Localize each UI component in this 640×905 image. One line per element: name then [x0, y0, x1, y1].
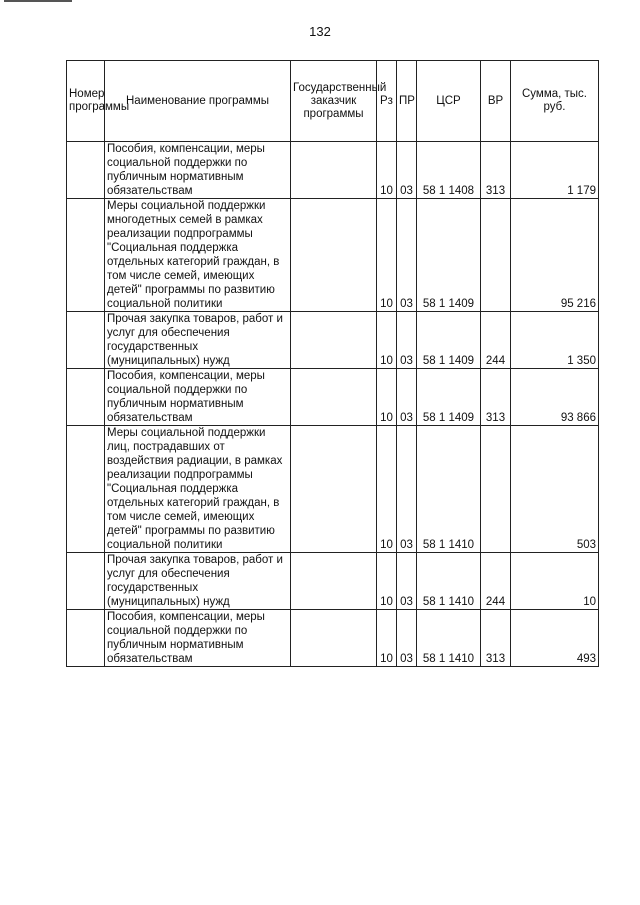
row-number-cell — [67, 369, 105, 426]
program-name-cell: Пособия, компенсации, меры социальной поддержки по публичным нормативным обязательствам — [105, 369, 291, 426]
header-sum: Сумма, тыс. руб. — [511, 61, 599, 142]
rz-cell: 10 — [377, 369, 397, 426]
sum-cell: 493 — [511, 610, 599, 667]
table-row — [67, 142, 599, 199]
row-number-cell — [67, 553, 105, 610]
header-csr: ЦСР — [417, 61, 481, 142]
customer-cell — [291, 312, 377, 369]
row-number-cell — [67, 142, 105, 199]
vr-cell: 313 — [481, 369, 511, 426]
pr-cell: 03 — [397, 142, 417, 199]
table-row — [67, 553, 599, 610]
csr-cell: 58 1 1409 — [417, 199, 481, 312]
table-body — [67, 142, 599, 667]
table-row — [67, 312, 599, 369]
vr-cell — [481, 199, 511, 312]
customer-cell — [291, 199, 377, 312]
customer-cell — [291, 553, 377, 610]
table-row — [67, 369, 599, 426]
customer-cell — [291, 369, 377, 426]
header-rz: Рз — [377, 61, 397, 142]
vr-cell: 244 — [481, 553, 511, 610]
page-number: 132 — [309, 24, 331, 39]
program-name-cell: Прочая закупка товаров, работ и услуг для обеспечения государственных (муниципальных) нужд — [105, 312, 291, 369]
rz-cell: 10 — [377, 312, 397, 369]
csr-cell: 58 1 1410 — [417, 610, 481, 667]
csr-cell: 58 1 1409 — [417, 369, 481, 426]
rz-cell: 10 — [377, 553, 397, 610]
row-number-cell — [67, 312, 105, 369]
header-customer: Государственный заказчик программы — [291, 61, 377, 142]
rz-cell: 10 — [377, 142, 397, 199]
program-name-cell: Пособия, компенсации, меры социальной поддержки по публичным нормативным обязательствам — [105, 142, 291, 199]
header-vr: ВР — [481, 61, 511, 142]
sum-cell: 93 866 — [511, 369, 599, 426]
pr-cell: 03 — [397, 553, 417, 610]
table-row — [67, 426, 599, 553]
header-pr: ПР — [397, 61, 417, 142]
budget-table — [66, 60, 599, 667]
rz-cell: 10 — [377, 426, 397, 553]
pr-cell: 03 — [397, 610, 417, 667]
table-row — [67, 199, 599, 312]
vr-cell — [481, 426, 511, 553]
sum-cell: 503 — [511, 426, 599, 553]
rz-cell: 10 — [377, 610, 397, 667]
customer-cell — [291, 610, 377, 667]
pr-cell: 03 — [397, 426, 417, 553]
pr-cell: 03 — [397, 312, 417, 369]
header-row — [67, 61, 599, 142]
vr-cell: 313 — [481, 610, 511, 667]
csr-cell: 58 1 1409 — [417, 312, 481, 369]
csr-cell: 58 1 1408 — [417, 142, 481, 199]
row-number-cell — [67, 426, 105, 553]
csr-cell: 58 1 1410 — [417, 553, 481, 610]
row-number-cell — [67, 610, 105, 667]
pr-cell: 03 — [397, 369, 417, 426]
customer-cell — [291, 142, 377, 199]
program-name-cell: Прочая закупка товаров, работ и услуг для обеспечения государственных (муниципальных) нужд — [105, 553, 291, 610]
vr-cell: 313 — [481, 142, 511, 199]
pr-cell: 03 — [397, 199, 417, 312]
sum-cell: 95 216 — [511, 199, 599, 312]
sum-cell: 1 350 — [511, 312, 599, 369]
csr-cell: 58 1 1410 — [417, 426, 481, 553]
sum-cell: 1 179 — [511, 142, 599, 199]
rz-cell: 10 — [377, 199, 397, 312]
row-number-cell — [67, 199, 105, 312]
program-name-cell: Пособия, компенсации, меры социальной поддержки по публичным нормативным обязательствам — [105, 610, 291, 667]
program-name-cell: Меры социальной поддержки многодетных семей в рамках реализации подпрограммы "Социальная поддержка отдельных категорий граждан, в том числе семей, имеющих детей" программы по развитию социальной политики — [105, 199, 291, 312]
header-number: Номер программы — [67, 61, 105, 142]
table-row — [67, 610, 599, 667]
page-corner-mark — [4, 0, 72, 2]
sum-cell: 10 — [511, 553, 599, 610]
header-name: Наименование программы — [105, 61, 291, 142]
vr-cell: 244 — [481, 312, 511, 369]
table-header — [67, 61, 599, 142]
customer-cell — [291, 426, 377, 553]
program-name-cell: Меры социальной поддержки лиц, пострадавших от воздействия радиации, в рамках реализации подпрограммы "Социальная поддержка отдельных категорий граждан, в том числе семей, имеющих детей" программы по развитию социальной политики — [105, 426, 291, 553]
